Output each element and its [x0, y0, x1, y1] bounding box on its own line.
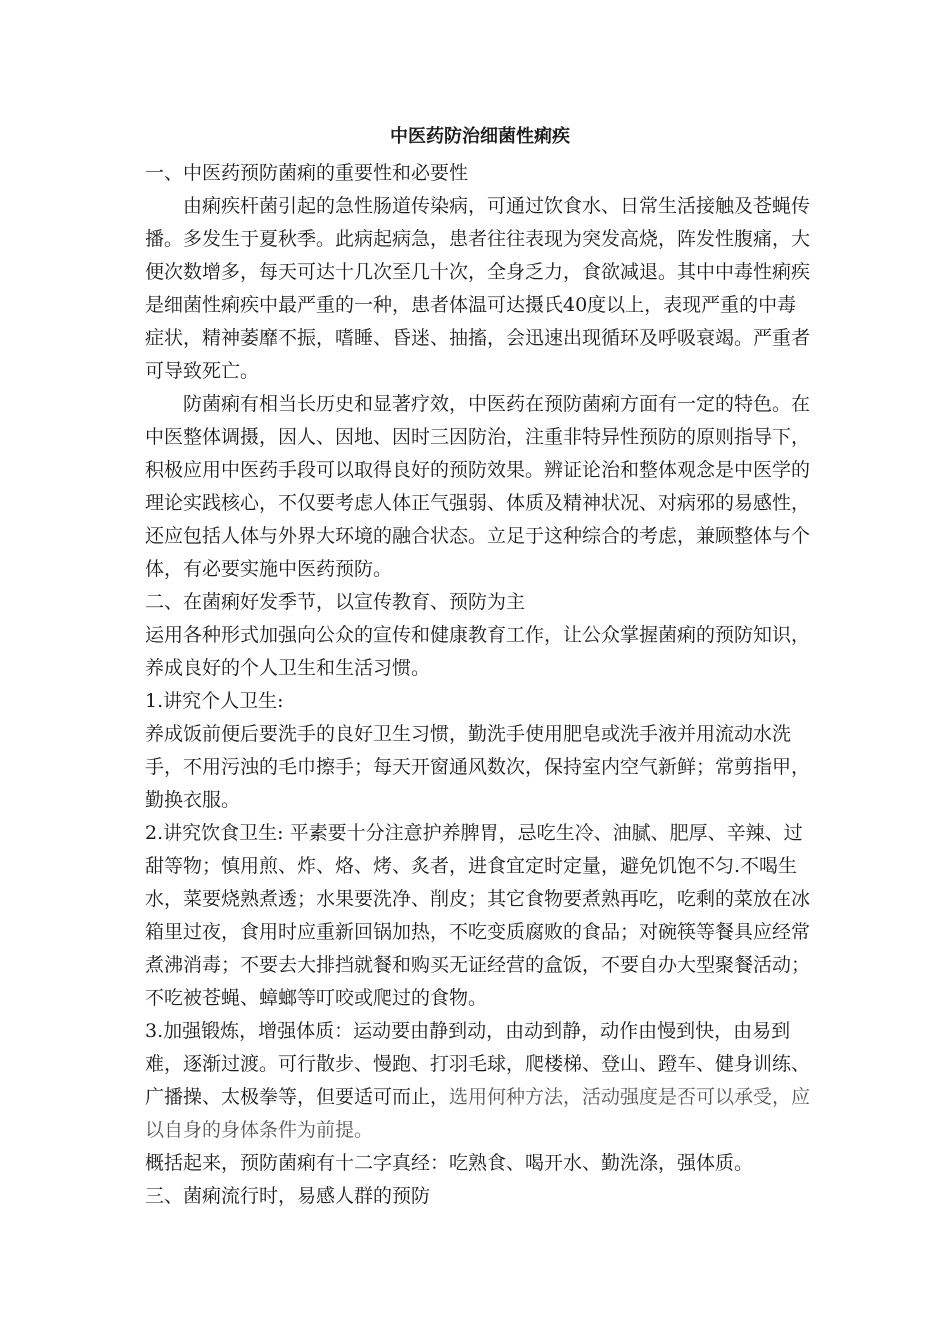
summary-line: 概括起来，预防菌痢有十二字真经：吃熟食、喝开水、勤洗涤，强体质。	[145, 1152, 754, 1174]
item-1-body: 养成饭前便后要洗手的良好卫生习惯，勤洗手使用肥皂或洗手液并用流动水洗手，不用污浊的毛巾擦手；每天开窗通风数次，保持室内空气新鲜；常剪指甲，勤换衣服。	[145, 723, 811, 811]
document-page	[145, 122, 815, 1213]
item-3-text	[145, 1015, 815, 1147]
section-1-heading: 一、中医药预防菌痢的重要性和必要性	[145, 162, 469, 184]
section-3-heading: 三、菌痢流行时，易感人群的预防	[145, 1185, 431, 1207]
section-1-paragraph-2: 防菌痢有相当长历史和显著疗效，中医药在预防菌痢方面有一定的特色。在中医整体调摄，因人、因地、因时三因防治，注重非特异性预防的原则指导下，积极应用中医药手段可以取得良好的预防效果。辨证论治和整体观念是中医学的理论实践核心，不仅要考虑人体正气强弱、体质及精神状况、对病邪的易感性，还应包括人体与外界大环境的融合状态。立足于这种综合的考虑，兼顾整体与个体，有必要实施中医药预防。	[145, 393, 811, 580]
section-1-paragraph-1: 由痢疾杆菌引起的急性肠道传染病，可通过饮食水、日常生活接触及苍蝇传播。多发生于夏秋季。此病起病急，患者往往表现为突发高烧，阵发性腹痛，大便次数增多，每天可达十几次至几十次，全身乏力，食欲减退。其中中毒性痢疾是细菌性痢疾中最严重的一种，患者体温可达摄氏40度以上，表现严重的中毒症状，精神萎靡不振，嗜睡、昏迷、抽搐，会迅速出现循环及呼吸衰竭。严重者可导致死亡。	[145, 195, 811, 382]
item-1-title: 1.讲究个人卫生:	[145, 690, 284, 712]
item-2-text: 2.讲究饮食卫生: 平素要十分注意护养脾胃，忌吃生冷、油腻、肥厚、辛辣、过甜等物；慎用煎、炸、烙、烤、炙者，进食宜定时定量，避免饥饱不匀.不喝生水，菜要烧熟煮透；水果要洗净、削皮；其它食物要煮熟再吃，吃剩的菜放在冰箱里过夜，食用时应重新回锅加热，不吃变质腐败的食品；对碗筷等餐具应经常煮沸消毒；不要去大排挡就餐和购买无证经营的盒饭，不要自办大型聚餐活动；不吃被苍蝇、蟑螂等叮咬或爬过的食物。	[145, 822, 811, 1009]
section-2-intro: 运用各种形式加强向公众的宣传和健康教育工作，让公众掌握菌痢的预防知识，养成良好的个人卫生和生活习惯。	[145, 624, 811, 679]
item-3-text-main: 3.加强锻炼，增强体质：运动要由静到动，由动到静，动作由慢到快，由易到难，逐渐过渡。可行散步、慢跑、打羽毛球，爬楼梯、登山、蹬车、健身训练、广播操、太极拳等，但要适可而止，	[145, 1020, 811, 1108]
item-3-text-gray: 选用何种方法，活动强度是否可以承受，应以自身的身体条件为前提。	[145, 1086, 811, 1141]
section-2-heading: 二、在菌痢好发季节，以宣传教育、预防为主	[145, 591, 526, 613]
document-title: 中医药防治细菌性痢疾	[390, 126, 570, 147]
